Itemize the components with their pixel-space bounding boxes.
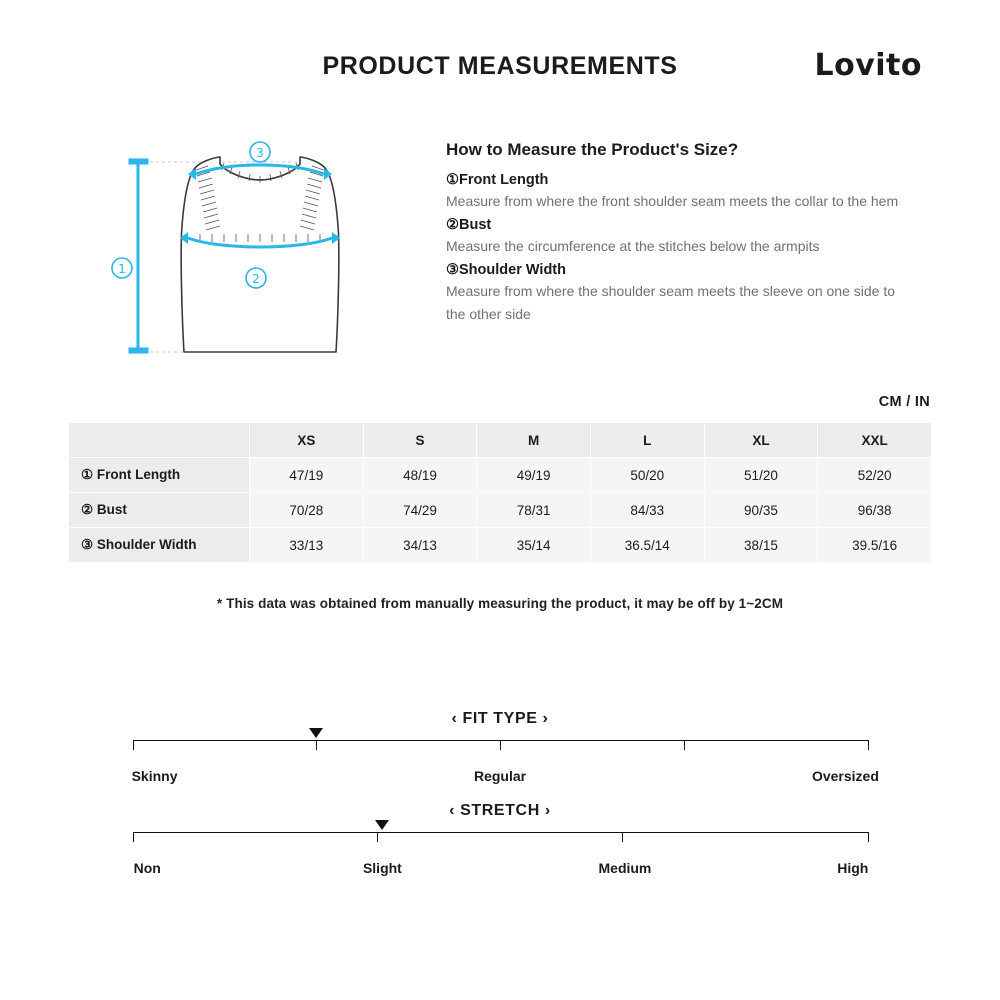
how-to-measure-section — [446, 140, 916, 326]
measure-item-label-bust: ②Bust — [446, 217, 492, 234]
table-row-label-bust: ② Bust — [69, 493, 250, 528]
table-cell: 33/13 — [250, 528, 364, 563]
stretch-marker — [375, 820, 389, 830]
measure-item-desc-front-length: Measure from where the front shoulder seam meets the collar to the hem — [446, 193, 899, 209]
table-cell: 36.5/14 — [590, 528, 704, 563]
table-cell: 51/20 — [704, 458, 818, 493]
table-cell: 90/35 — [704, 493, 818, 528]
axis-tick — [133, 740, 134, 750]
table-cell: 47/19 — [250, 458, 364, 493]
axis-line — [133, 832, 868, 833]
table-cell: 78/31 — [477, 493, 591, 528]
axis-tick — [377, 832, 378, 842]
svg-text:3: 3 — [256, 146, 264, 160]
measure-item-label-front-length: ①Front Length — [446, 172, 549, 188]
table-col-header-xs: XS — [250, 423, 364, 458]
table-col-header-xl: XL — [704, 423, 818, 458]
page-title: PRODUCT MEASUREMENTS — [322, 52, 678, 80]
table-cell: 34/13 — [363, 528, 477, 563]
axis-tick — [133, 832, 134, 842]
stretch-label-slight: Slight — [362, 860, 402, 876]
svg-text:1: 1 — [118, 262, 126, 276]
axis-tick — [868, 832, 869, 842]
table-cell: 52/20 — [818, 458, 932, 493]
stretch-label-high: High — [837, 860, 869, 876]
table-col-header-xxl: XXL — [818, 423, 932, 458]
measurement-note: * This data was obtained from manually measuring the product, it may be off by 1~2CM — [216, 596, 784, 611]
axis-tick — [868, 740, 869, 750]
fit-type-axis — [133, 740, 868, 762]
table-cell: 74/29 — [363, 493, 477, 528]
table-cell: 48/19 — [363, 458, 477, 493]
units-label: CM / IN — [878, 394, 930, 410]
table-row-label-shoulder-width: ③ Shoulder Width — [69, 528, 250, 563]
fit-type-label-regular: Regular — [473, 768, 527, 784]
table-corner-cell — [69, 423, 250, 458]
stretch-axis — [133, 832, 868, 854]
axis-tick — [622, 832, 623, 842]
measure-item-desc-shoulder-width: Measure from where the shoulder seam meets the sleeve on one side to the other side — [446, 283, 896, 323]
how-to-measure-title: How to Measure the Product's Size? — [446, 140, 739, 159]
axis-tick — [316, 740, 317, 750]
size-table — [68, 422, 932, 563]
table-header-row — [69, 423, 932, 458]
fit-type-labels — [131, 768, 879, 788]
table-col-header-l: L — [590, 423, 704, 458]
stretch-scale — [0, 802, 1000, 880]
axis-tick — [684, 740, 685, 750]
measure-item-label-shoulder-width: ③Shoulder Width — [446, 262, 566, 279]
fit-type-label-skinny: Skinny — [131, 768, 178, 784]
table-row — [69, 528, 932, 563]
table-col-header-s: S — [363, 423, 477, 458]
table-cell: 84/33 — [590, 493, 704, 528]
table-cell: 96/38 — [818, 493, 932, 528]
measure-item-desc-bust: Measure the circumference at the stitches below the armpits — [446, 238, 820, 255]
stretch-label-medium: Medium — [598, 860, 652, 876]
garment-diagram — [100, 130, 420, 380]
table-cell: 39.5/16 — [818, 528, 932, 563]
table-row — [69, 493, 932, 528]
table-col-header-m: M — [477, 423, 591, 458]
brand-logo: Lovito — [814, 48, 922, 83]
stretch-title: ‹ STRETCH › — [449, 802, 551, 819]
fit-type-marker — [309, 728, 323, 738]
table-row — [69, 458, 932, 493]
axis-tick — [500, 740, 501, 750]
table-cell: 49/19 — [477, 458, 591, 493]
table-cell: 38/15 — [704, 528, 818, 563]
fit-type-label-oversized: Oversized — [811, 768, 879, 784]
table-row-label-front-length: ① Front Length — [69, 458, 250, 493]
fit-type-scale — [0, 710, 1000, 788]
stretch-labels — [133, 860, 868, 880]
table-cell: 35/14 — [477, 528, 591, 563]
fit-type-title: ‹ FIT TYPE › — [451, 710, 549, 727]
table-cell: 70/28 — [250, 493, 364, 528]
table-cell: 50/20 — [590, 458, 704, 493]
svg-text:2: 2 — [252, 272, 260, 286]
stretch-label-non: Non — [133, 860, 161, 876]
